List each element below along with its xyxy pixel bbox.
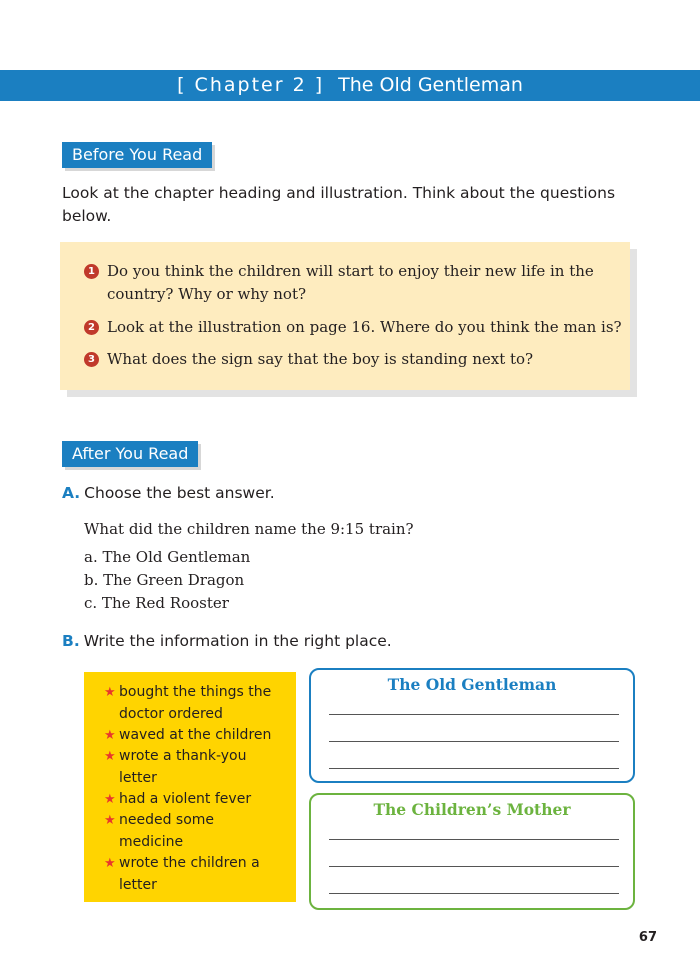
answer-line[interactable] [329, 866, 619, 867]
answer-line[interactable] [329, 768, 619, 769]
question-item [84, 316, 627, 339]
word-bank-item: ★ bought the things the doctor ordered [104, 684, 272, 722]
chapter-label: [ Chapter 2 ] [177, 74, 325, 96]
star-icon: ★ [104, 728, 116, 743]
word-bank-item: ★ needed some medicine [104, 812, 215, 850]
part-b-text: Write the information in the right place. [83, 632, 392, 650]
question-item [84, 348, 627, 371]
part-a-question: What did the children name the 9:15 train? [84, 520, 414, 538]
star-icon: ★ [104, 856, 116, 871]
old-gentleman-box-title: The Old Gentleman [387, 675, 557, 694]
answer-line[interactable] [329, 741, 619, 742]
star-icon: ★ [104, 792, 116, 807]
part-a-instruction [62, 484, 275, 502]
question-number-badge: 2 [84, 320, 99, 335]
question-number-badge: 1 [84, 264, 99, 279]
before-you-read-heading: Before You Read [62, 142, 212, 168]
word-bank [84, 672, 296, 902]
after-you-read-heading: After You Read [62, 441, 198, 467]
part-b-letter: B. [62, 632, 80, 650]
childrens-mother-box [309, 793, 635, 910]
question-text: What does the sign say that the boy is standing next to? [107, 350, 534, 368]
question-item [84, 260, 627, 306]
answer-line[interactable] [329, 893, 619, 894]
childrens-mother-box-title: The Children’s Mother [373, 800, 571, 819]
chapter-title: The Old Gentleman [338, 74, 523, 96]
word-bank-item: ★ wrote the children a letter [104, 855, 260, 893]
answer-line[interactable] [329, 839, 619, 840]
part-b-instruction [62, 632, 392, 650]
question-panel [60, 242, 630, 390]
question-text: Do you think the children will start to enjoy their new life in the country? Why or why not? [107, 262, 594, 303]
old-gentleman-box [309, 668, 635, 783]
star-icon: ★ [104, 685, 116, 700]
page-number: 67 [638, 930, 657, 945]
part-a-text: Choose the best answer. [84, 484, 275, 502]
star-icon: ★ [104, 813, 116, 828]
question-text: Look at the illustration on page 16. Where do you think the man is? [107, 318, 622, 336]
word-bank-item: ★ had a violent fever [104, 789, 299, 811]
option-b[interactable]: b. The Green Dragon [84, 571, 245, 589]
question-number-badge: 3 [84, 352, 99, 367]
intro-text: Look at the chapter heading and illustration. Think about the questions below. [62, 184, 616, 225]
chapter-header [0, 70, 700, 101]
star-icon: ★ [104, 749, 116, 764]
word-bank-item: ★ waved at the children [104, 725, 299, 747]
option-c[interactable]: c. The Red Rooster [84, 594, 229, 612]
part-a-letter: A. [62, 484, 81, 502]
word-bank-item: ★ wrote a thank-you letter [104, 748, 247, 786]
answer-line[interactable] [329, 714, 619, 715]
option-a[interactable]: a. The Old Gentleman [84, 548, 251, 566]
